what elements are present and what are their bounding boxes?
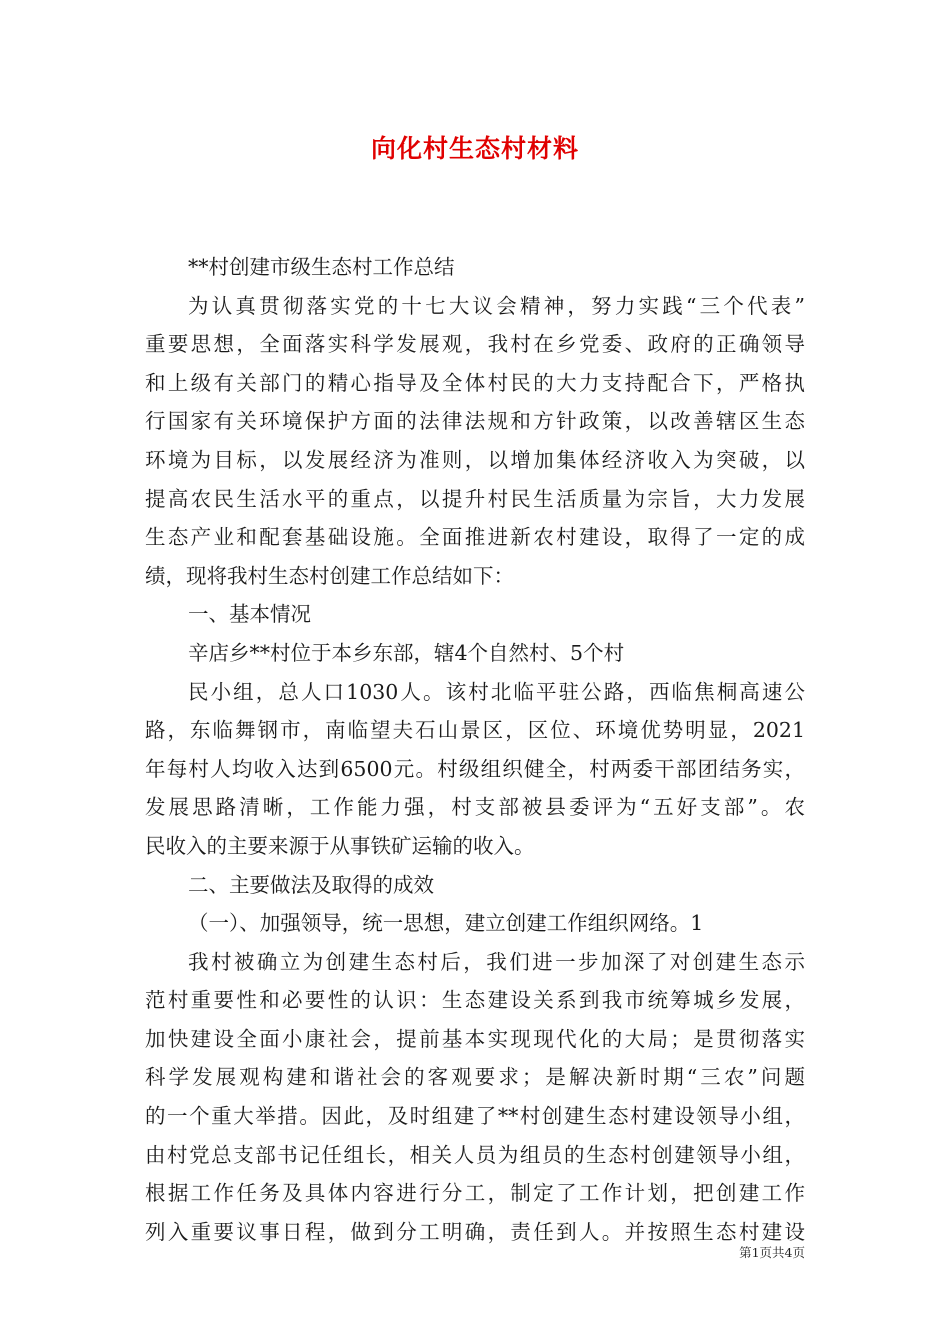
text-line: 根据工作任务及具体内容进行分工，制定了工作计划，把创建工作 <box>145 1181 805 1206</box>
text-line: 重要思想，全面落实科学发展观，我村在乡党委、政府的正确领导 <box>145 332 805 357</box>
text-line: 民小组，总人口1030人。该村北临平驻公路，西临焦桐高速公 <box>188 679 805 704</box>
text-line: 辛店乡**村位于本乡东部，辖4个自然村、5个村 <box>188 640 625 665</box>
text-line: 提高农民生活水平的重点，以提升村民生活质量为宗旨，大力发展 <box>145 486 805 511</box>
text-line: 绩，现将我村生态村创建工作总结如下： <box>145 563 514 588</box>
text-line: 列入重要议事日程，做到分工明确，责任到人。并按照生态村建设 <box>145 1219 805 1244</box>
document-title: 向化村生态村材料 <box>370 134 579 163</box>
text-line: 路，东临舞钢市，南临望夫石山景区，区位、环境优势明显，2021 <box>145 718 805 743</box>
text-line: 行国家有关环境保护方面的法律法规和方针政策，以改善辖区生态 <box>145 409 805 434</box>
text-line: 范村重要性和必要性的认识：生态建设关系到我市统筹城乡发展， <box>145 988 805 1013</box>
text-line: 发展思路清晰，工作能力强，村支部被县委评为“五好支部”。农 <box>145 795 805 820</box>
text-line: 加快建设全面小康社会，提前基本实现现代化的大局；是贯彻落实 <box>145 1026 805 1051</box>
text-line: 环境为目标，以发展经济为准则，以增加集体经济收入为突破，以 <box>145 447 805 472</box>
text-line: （一）、加强领导，统一思想，建立创建工作组织网络。1 <box>188 911 704 936</box>
text-line: 年每村人均收入达到6500元。村级组织健全，村两委干部团结务实， <box>145 756 805 781</box>
text-line: 民收入的主要来源于从事铁矿运输的收入。 <box>145 833 535 858</box>
text-line: 为认真贯彻落实党的十七大议会精神，努力实践“三个代表” <box>188 293 805 318</box>
text-line: 的一个重大举措。因此，及时组建了**村创建生态村建设领导小组， <box>145 1104 805 1129</box>
text-line: 一、基本情况 <box>188 602 311 627</box>
text-line: 由村党总支部书记任组长，相关人员为组员的生态村创建领导小组， <box>145 1142 805 1167</box>
text-line: **村创建市级生态村工作总结 <box>188 255 455 279</box>
text-line: 我村被确立为创建生态村后，我们进一步加深了对创建生态示 <box>188 949 805 974</box>
text-line: 科学发展观构建和谐社会的客观要求；是解决新时期“三农”问题 <box>145 1065 805 1090</box>
text-line: 二、主要做法及取得的成效 <box>188 872 434 897</box>
text-line: 生态产业和配套基础设施。全面推进新农村建设，取得了一定的成 <box>145 525 805 550</box>
page-number: 第1页共4页 <box>739 1245 805 1260</box>
document-body <box>145 248 805 1251</box>
text-line: 和上级有关部门的精心指导及全体村民的大力支持配合下，严格执 <box>145 370 805 395</box>
